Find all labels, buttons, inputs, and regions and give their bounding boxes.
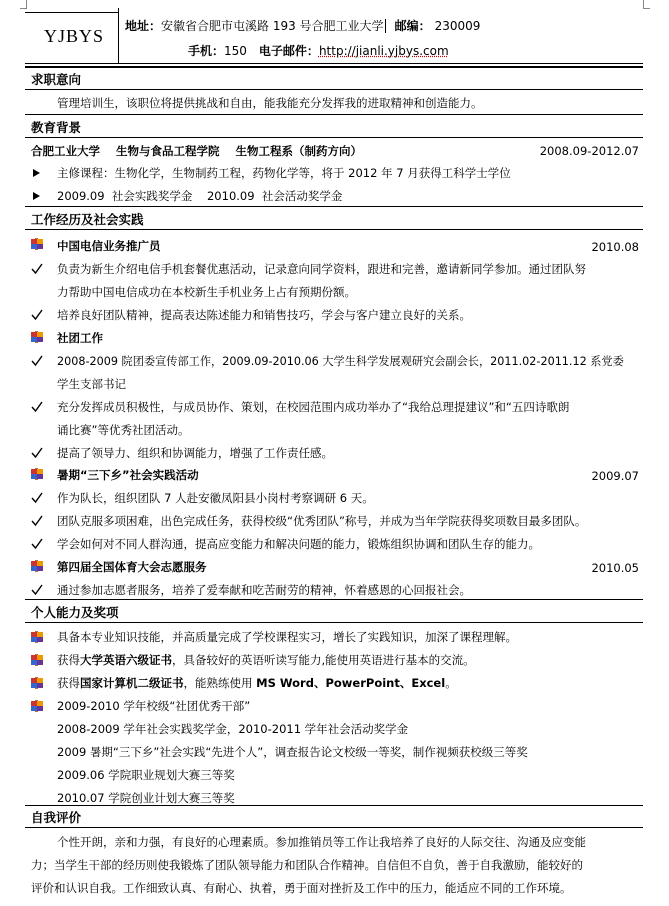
zip-label: 邮编： (394, 19, 431, 33)
section-title-skills: 个人能力及奖项 (31, 605, 119, 620)
education-date: 2008.09-2012.07 (539, 144, 639, 158)
work-group4-line1: 通过参加志愿者服务，培养了爱奉献和吃苦耐劳的精神，怀着感恩的心回报社会。 (57, 583, 471, 597)
skills-line3-bold2: MS Word、PowerPoint、Excel (256, 676, 446, 690)
skills-line3-bold: 国家计算机二级证书 (80, 676, 184, 690)
work-group4-title: 第四届全国体育大会志愿服务 (57, 560, 207, 574)
work-group3-line3: 学会如何对不同人群沟通，提高应变能力和解决问题的能力，锻炼组织协调和团队生存的能力。 (57, 537, 540, 551)
skills-line1: 具备本专业知识技能，并高质量完成了学校课程实习，增长了实践知识，加深了课程理解。 (57, 630, 517, 644)
address-label: 地址： (125, 19, 162, 33)
flag-bullet-icon (31, 331, 43, 343)
skills-line2-bold: 大学英语六级证书 (80, 653, 172, 667)
work-group1-date: 2010.08 (591, 240, 639, 254)
work-group1-title: 中国电信业务推广员 (57, 239, 161, 253)
education-school: 合肥工业大学 生物与食品工程学院 生物工程系（制药方向） (31, 144, 363, 158)
flag-bullet-icon (31, 560, 43, 572)
flag-bullet-icon (31, 468, 43, 480)
work-group1-line2: 力帮助中国电信成功在本校新生手机业务上占有预期份额。 (57, 285, 356, 299)
work-group3-line2: 团队克服多项困难，出色完成任务，获得校级“优秀团队”称号，并成为当年学院获得奖项数目最多团队。 (57, 514, 587, 528)
rule (25, 622, 643, 623)
skills-line2-pre: 获得 (57, 653, 80, 667)
contact-line (188, 42, 449, 59)
work-group1-line3: 培养良好团队精神，提高表达陈述能力和销售技巧，学会与客户建立良好的关系。 (57, 308, 471, 322)
self-eval-line1: 个性开朗，亲和力强，有良好的心理素质。参加推销员等工作让我培养了良好的人际交往、沟通及应变能 (57, 835, 586, 849)
check-bullet-icon (31, 515, 43, 527)
flag-bullet-icon (31, 654, 43, 666)
address-line (125, 17, 480, 34)
work-group3-date: 2009.07 (591, 469, 639, 483)
corner-mark-top-right (643, 0, 650, 9)
skills-line7: 2009.06 学院职业规划大赛三等奖 (57, 768, 235, 782)
rule (25, 66, 643, 68)
flag-bullet-icon (31, 677, 43, 689)
arrow-bullet-icon (33, 192, 40, 200)
education-scholarships: 2009.09 社会实践奖学金 2010.09 社会活动奖学金 (57, 189, 343, 203)
skills-line2 (57, 652, 475, 668)
skills-line5: 2008-2009 学年社会实践奖学金，2010-2011 学年社会活动奖学金 (57, 722, 409, 736)
rule (25, 63, 643, 64)
rule (25, 114, 643, 115)
phone-label: 手机： (188, 44, 225, 58)
check-bullet-icon (31, 309, 43, 321)
work-group2-line4: 诵比赛”等优秀社团活动。 (57, 423, 190, 437)
flag-bullet-icon (31, 238, 43, 250)
work-group3-line1: 作为队长，组织团队 7 人赴安徽凤阳县小岗村考察调研 6 天。 (57, 491, 374, 505)
education-courses: 主修课程：生物化学，生物制药工程，药物化学等，将于 2012 年 7 月获得工科学士学位 (57, 166, 511, 180)
skills-line8: 2010.07 学院创业计划大赛三等奖 (57, 791, 235, 805)
objective-text: 管理培训生，该职位将提供挑战和自由，能我能充分发挥我的进取精神和创造能力。 (57, 96, 483, 110)
rule (25, 599, 643, 600)
check-bullet-icon (31, 492, 43, 504)
check-bullet-icon (31, 447, 43, 459)
zip-value: 230009 (434, 19, 481, 33)
rule (25, 206, 643, 207)
rule (25, 137, 643, 138)
work-group2-line5: 提高了领导力、组织和协调能力，增强了工作责任感。 (57, 446, 333, 460)
email-link[interactable]: http://jianli.yjbys.com (318, 44, 449, 58)
section-title-education: 教育背景 (31, 120, 82, 135)
skills-line3-mid: ，能熟练使用 (183, 676, 257, 690)
work-group4-date: 2010.05 (591, 561, 639, 575)
work-group3-title: 暑期“三下乡”社会实践活动 (57, 468, 199, 482)
email-label: 电子邮件： (258, 44, 319, 58)
skills-line3-pre: 获得 (57, 676, 80, 690)
work-group2-title: 社团工作 (57, 331, 103, 345)
skills-line6: 2009 暑期“三下乡”社会实践“先进个人”，调查报告论文校级一等奖，制作视频获校级三等奖 (57, 745, 528, 759)
work-group2-line1: 2008-2009 院团委宣传部工作，2009.09-2010.06 大学生科学发展观研究会副会长，2011.02-2011.12 系党委 (57, 355, 624, 368)
arrow-bullet-icon (33, 169, 40, 177)
rule (25, 827, 643, 828)
self-eval-line2: 力；当学生干部的经历则使我锻炼了团队领导能力和团队合作精神。自信但不自负，善于自我激励，能较好的 (31, 858, 583, 872)
corner-mark-top-left (20, 0, 27, 9)
work-group2-line2: 学生支部书记 (57, 377, 126, 391)
rule (25, 89, 643, 90)
skills-line3-post: 。 (445, 676, 457, 690)
logo-text: YJBYS (44, 26, 105, 46)
self-eval-line3: 评价和认识自我。工作细致认真、有耐心、执着，勇于面对挫折及工作中的压力，能适应不同的工作环境。 (31, 881, 572, 895)
header-divider (118, 8, 119, 64)
check-bullet-icon (31, 401, 43, 413)
check-bullet-icon (31, 584, 43, 596)
work-group1-line1: 负责为新生介绍电信手机套餐优惠活动，记录意向同学资料，跟进和完善，邀请新同学参加。通过团队努 (57, 262, 586, 276)
section-title-objective: 求职意向 (31, 72, 82, 87)
text-cursor (385, 19, 386, 33)
skills-line4: 2009-2010 学年校级“社团优秀干部” (57, 699, 251, 713)
skills-line3 (57, 675, 457, 691)
check-bullet-icon (31, 263, 43, 275)
section-title-work: 工作经历及社会实践 (31, 212, 144, 227)
check-bullet-icon (31, 538, 43, 550)
section-title-self-eval: 自我评价 (31, 810, 82, 825)
check-bullet-icon (31, 355, 43, 367)
address-value: 安徽省合肥市屯溪路 193 号合肥工业大学 (161, 19, 384, 33)
flag-bullet-icon (31, 700, 43, 712)
rule (25, 229, 643, 230)
phone-value: 150 (224, 44, 247, 58)
skills-line2-post: ，具备较好的英语听读写能力,能使用英语进行基本的交流。 (172, 653, 475, 667)
rule (25, 805, 643, 806)
flag-bullet-icon (31, 631, 43, 643)
work-group2-line3: 充分发挥成员积极性，与成员协作、策划，在校园范围内成功举办了“我给总理提建议”和“五四诗歌朗 (57, 400, 570, 414)
